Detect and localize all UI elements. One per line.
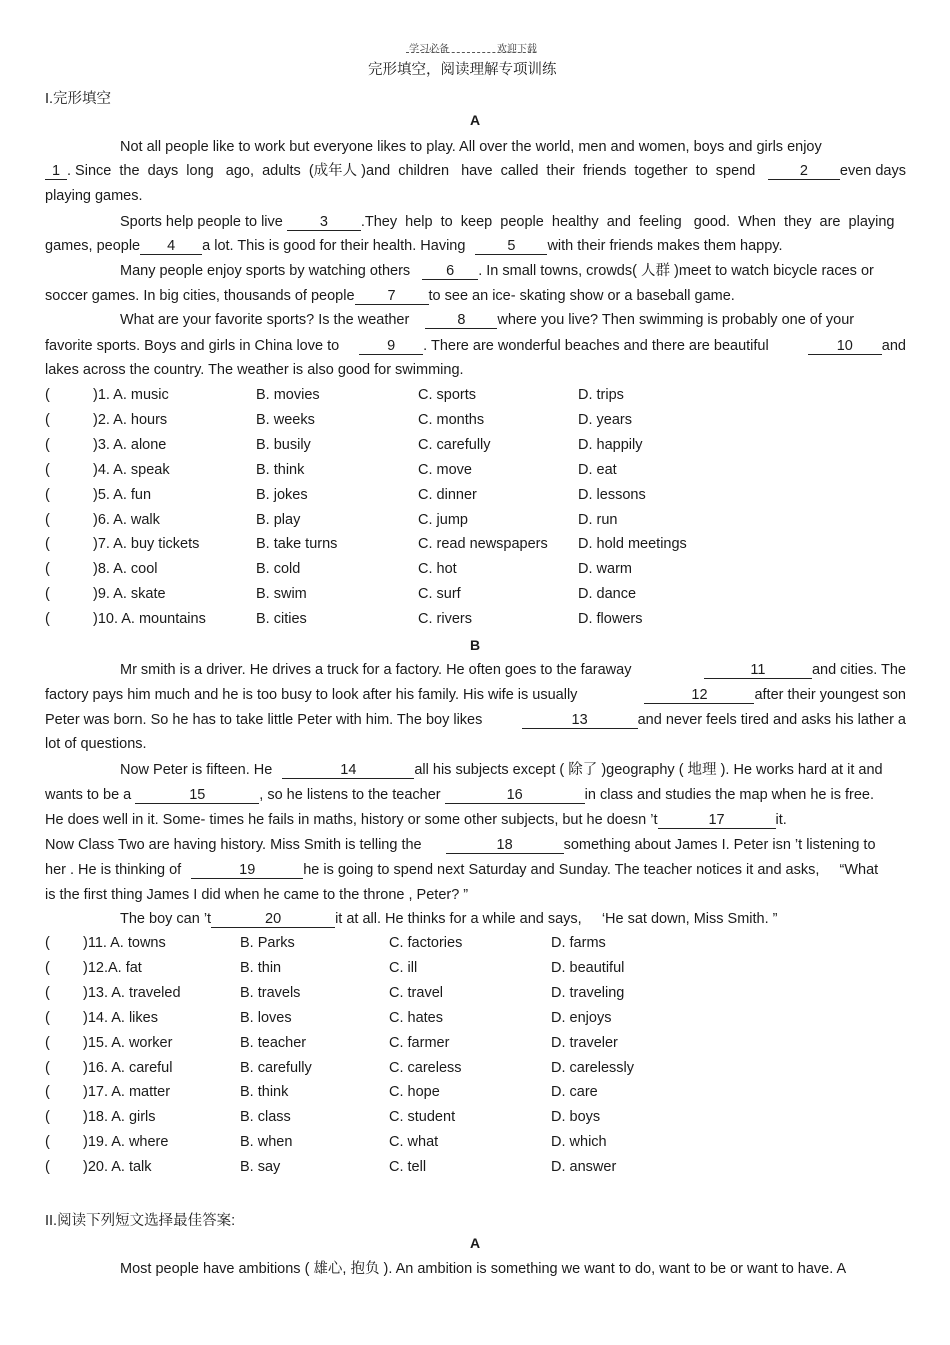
question-option-c: C. ill bbox=[389, 959, 418, 976]
text: a lot. This is good for their health. Having bbox=[202, 238, 466, 254]
answer-paren: ( bbox=[45, 536, 50, 553]
passage-a-p4-line3: lakes across the country. The weather is also good for swimming. bbox=[45, 362, 464, 378]
text: it at all. He thinks for a while and says, ‘He sat down, Miss Smith. ” bbox=[335, 911, 778, 927]
blank-7: 7 bbox=[355, 289, 429, 305]
header-divider bbox=[406, 52, 536, 53]
text: games, people bbox=[45, 238, 141, 254]
question-option-c: C. travel bbox=[389, 984, 443, 1001]
answer-paren: ( bbox=[45, 1009, 50, 1026]
text: after their youngest son bbox=[754, 687, 906, 703]
question-option-b: B. Parks bbox=[240, 935, 295, 951]
blank-18: 18 bbox=[446, 838, 564, 854]
text: . There are wonderful beaches and there are beautiful bbox=[423, 338, 769, 354]
question-option-b: B. carefully bbox=[240, 1059, 312, 1076]
answer-paren: ( bbox=[45, 1059, 50, 1076]
question-option-b: B. thin bbox=[240, 959, 282, 976]
text: and bbox=[881, 338, 906, 354]
question-option-c: C. move bbox=[418, 461, 472, 478]
question-option-b: B. teacher bbox=[240, 1034, 307, 1051]
passage-b-p2-line1 bbox=[120, 761, 883, 779]
text: Sports help people to live bbox=[120, 214, 283, 230]
text: he is going to spend next Saturday and Sunday. The teacher notices it and asks, “What bbox=[303, 862, 879, 878]
question-option-a: )17. A. matter bbox=[83, 1084, 171, 1101]
blank-4: 4 bbox=[140, 239, 202, 255]
blank-6: 6 bbox=[422, 264, 478, 280]
passage-b-p2-line3 bbox=[45, 811, 787, 829]
question-option-c: C. months bbox=[418, 411, 485, 428]
text: and cities. The bbox=[811, 662, 906, 678]
answer-paren: ( bbox=[45, 486, 50, 503]
question-option-b: B. think bbox=[256, 461, 305, 478]
question-option-c: C. hot bbox=[418, 561, 457, 578]
question-option-d: D. answer bbox=[551, 1159, 617, 1176]
question-option-c: C. jump bbox=[418, 511, 468, 528]
answer-paren: ( bbox=[45, 984, 50, 1001]
blank-9: 9 bbox=[359, 339, 423, 355]
question-option-d: D. farms bbox=[551, 935, 606, 951]
question-option-d: D. carelessly bbox=[551, 1059, 634, 1076]
question-option-b: B. jokes bbox=[256, 486, 308, 503]
question-option-b: B. cold bbox=[256, 561, 301, 578]
question-option-d: D. dance bbox=[578, 586, 637, 603]
passage-a-p2-line1 bbox=[120, 213, 906, 231]
question-option-b: B. busily bbox=[256, 436, 311, 453]
question-option-a: )15. A. worker bbox=[83, 1034, 173, 1051]
text: something about James I. Peter isn ’t listening to bbox=[563, 837, 876, 853]
passage-a-label: A bbox=[469, 112, 481, 128]
question-option-a: )3. A. alone bbox=[93, 436, 167, 453]
blank-13: 13 bbox=[522, 713, 638, 729]
text: , so he listens to the teacher bbox=[259, 787, 441, 803]
question-option-d: D. flowers bbox=[578, 611, 643, 628]
question-option-c: C. farmer bbox=[389, 1034, 450, 1051]
question-option-a: )9. A. skate bbox=[93, 586, 166, 603]
passage-a-p3-line2 bbox=[45, 287, 735, 305]
blank-11: 11 bbox=[704, 663, 812, 679]
blank-10: 10 bbox=[808, 339, 882, 355]
question-option-b: B. when bbox=[240, 1134, 293, 1151]
question-option-a: )16. A. careful bbox=[83, 1059, 173, 1076]
text: wants to be a bbox=[45, 787, 132, 803]
answer-paren: ( bbox=[45, 1109, 50, 1126]
header-left: 学习必备 bbox=[409, 44, 449, 55]
question-option-d: D. enjoys bbox=[551, 1009, 612, 1026]
question-option-b: B. loves bbox=[240, 1009, 292, 1026]
question-option-c: C. rivers bbox=[418, 611, 472, 628]
question-option-c: C. factories bbox=[389, 935, 463, 951]
question-option-b: B. class bbox=[240, 1109, 291, 1126]
blank-16: 16 bbox=[445, 788, 585, 804]
question-option-c: C. student bbox=[389, 1109, 456, 1126]
passage-c-line1: Most people have ambitions ( 雄心, 抱负 ). An ambition is something we want to do, want to be or want to have. A bbox=[120, 1261, 847, 1277]
text: He does well in it. Some- times he fails in maths, history or some other subjects, but he doesn bbox=[45, 812, 647, 828]
blank-5: 5 bbox=[475, 239, 547, 255]
question-option-a: )20. A. talk bbox=[83, 1159, 152, 1176]
passage-a-p4-line2 bbox=[45, 337, 906, 355]
text: . Since the days long ago, adults (成年人 )and children have called their friends together to spend bbox=[67, 163, 756, 179]
question-option-b: B. cities bbox=[256, 611, 307, 628]
question-option-b: B. say bbox=[240, 1159, 281, 1176]
question-option-b: B. swim bbox=[256, 586, 307, 603]
text: .They help to keep people healthy and feeling good. When they are playing bbox=[360, 214, 895, 230]
blank-17: 17 bbox=[658, 813, 776, 829]
text: in class and studies the map when he is free. bbox=[584, 787, 875, 803]
question-option-d: D. happily bbox=[578, 436, 643, 453]
question-option-d: D. hold meetings bbox=[578, 536, 687, 553]
question-option-d: D. years bbox=[578, 411, 632, 428]
text: What are your favorite sports? Is the weather bbox=[120, 312, 410, 328]
question-option-a: )7. A. buy tickets bbox=[93, 536, 200, 553]
blank-14: 14 bbox=[282, 763, 414, 779]
answer-paren: ( bbox=[45, 511, 50, 528]
question-option-d: D. lessons bbox=[578, 486, 646, 503]
passage-a-p1-line1: Not all people like to work but everyone likes to play. All over the world, men and women, boys and girls enjoy bbox=[120, 139, 822, 155]
question-option-c: C. hates bbox=[389, 1009, 443, 1026]
passage-b-p2-line2 bbox=[45, 786, 874, 804]
blank-19: 19 bbox=[191, 863, 303, 879]
text: with their friends makes them happy. bbox=[547, 238, 783, 254]
question-option-a: )18. A. girls bbox=[83, 1109, 156, 1126]
passage-a-p2-line2 bbox=[45, 237, 783, 255]
blank-15: 15 bbox=[135, 788, 259, 804]
answer-paren: ( bbox=[45, 411, 50, 428]
question-option-c: C. surf bbox=[418, 586, 461, 603]
answer-paren: ( bbox=[45, 935, 50, 951]
text: factory pays him much and he is too busy to look after his family. His wife is usually bbox=[45, 687, 578, 703]
section-1-title: I.完形填空 bbox=[45, 91, 112, 107]
answer-paren: ( bbox=[45, 959, 50, 976]
text: her . He is thinking of bbox=[45, 862, 182, 878]
text: favorite sports. Boys and girls in China love to bbox=[45, 338, 340, 354]
question-option-d: D. eat bbox=[578, 461, 617, 478]
passage-b-p2-line6: is the first thing James I did when he came to the throne , Peter? ” bbox=[45, 887, 469, 903]
question-option-c: C. dinner bbox=[418, 486, 477, 503]
answer-paren: ( bbox=[45, 1034, 50, 1051]
answer-paren: ( bbox=[45, 561, 50, 578]
answer-paren: ( bbox=[45, 1084, 50, 1101]
question-option-a: )6. A. walk bbox=[93, 511, 160, 528]
text: ’t bbox=[650, 812, 658, 828]
blank-20: 20 bbox=[211, 912, 335, 928]
question-option-a: )11. A. towns bbox=[83, 935, 166, 951]
question-option-a: )19. A. where bbox=[83, 1134, 169, 1151]
text: Now Peter is fifteen. He bbox=[120, 762, 273, 778]
text: Many people enjoy sports by watching others bbox=[120, 263, 411, 279]
question-option-a: )8. A. cool bbox=[93, 561, 158, 578]
question-option-d: D. boys bbox=[551, 1109, 601, 1126]
question-option-c: C. tell bbox=[389, 1159, 427, 1176]
section-2-title: II.阅读下列短文选择最佳答案: bbox=[45, 1213, 236, 1229]
question-option-b: B. weeks bbox=[256, 411, 315, 428]
document-title: 完形填空，阅读理解专项训练 bbox=[368, 62, 557, 78]
question-option-b: B. take turns bbox=[256, 536, 338, 553]
question-option-c: C. what bbox=[389, 1134, 439, 1151]
text: soccer games. In big cities, thousands of people bbox=[45, 288, 355, 304]
passage-a-p4-line1 bbox=[120, 311, 854, 329]
passage-b-p2-line5 bbox=[45, 861, 906, 879]
passage-b-p1-line2 bbox=[45, 686, 906, 704]
question-option-a: )14. A. likes bbox=[83, 1009, 158, 1026]
question-option-d: D. beautiful bbox=[551, 959, 625, 976]
question-option-d: D. care bbox=[551, 1084, 598, 1101]
text: all his subjects except ( 除了 )geography ( 地理 ). He works hard at it and bbox=[414, 762, 883, 778]
question-option-b: B. play bbox=[256, 511, 301, 528]
question-option-d: D. which bbox=[551, 1134, 607, 1151]
answer-paren: ( bbox=[45, 1159, 50, 1176]
text: . In small towns, crowds( 人群 )meet to watch bicycle races or bbox=[478, 263, 874, 279]
text: Now Class Two are having history. Miss Smith is telling the bbox=[45, 837, 422, 853]
text: The boy can ’t bbox=[120, 911, 212, 927]
answer-paren: ( bbox=[45, 387, 50, 403]
question-option-c: C. carefully bbox=[418, 436, 491, 453]
question-option-b: B. movies bbox=[256, 387, 320, 403]
passage-b-p2-line4 bbox=[45, 836, 906, 854]
question-option-a: )1. A. music bbox=[93, 387, 169, 403]
question-option-a: )12.A. fat bbox=[83, 959, 142, 976]
question-option-a: )4. A. speak bbox=[93, 461, 170, 478]
question-option-a: )2. A. hours bbox=[93, 411, 168, 428]
blank-8: 8 bbox=[425, 313, 497, 329]
text: it. bbox=[775, 812, 787, 828]
question-option-d: D. traveling bbox=[551, 984, 625, 1001]
passage-b-p1-line1 bbox=[120, 661, 906, 679]
text: Mr smith is a driver. He drives a truck for a factory. He often goes to the faraway bbox=[120, 662, 632, 678]
passage-b-p1-line3 bbox=[45, 711, 906, 729]
question-option-c: C. sports bbox=[418, 387, 477, 403]
blank-2: 2 bbox=[768, 164, 840, 180]
text: and never feels tired and asks his lather a bbox=[637, 712, 906, 728]
passage-b-label: B bbox=[469, 637, 481, 653]
question-option-d: D. traveler bbox=[551, 1034, 618, 1051]
question-option-b: B. think bbox=[240, 1084, 289, 1101]
passage-b-p3-line1 bbox=[120, 910, 778, 928]
passage-b-p1-line4: lot of questions. bbox=[45, 736, 147, 752]
text: where you live? Then swimming is probably one of your bbox=[497, 312, 855, 328]
question-option-a: )13. A. traveled bbox=[83, 984, 181, 1001]
question-option-c: C. careless bbox=[389, 1059, 462, 1076]
answer-paren: ( bbox=[45, 611, 50, 628]
header-right: 欢迎下载 bbox=[497, 44, 537, 55]
question-option-b: B. travels bbox=[240, 984, 301, 1001]
text: to see an ice- skating show or a baseball game. bbox=[428, 288, 735, 304]
blank-1: 1 bbox=[45, 164, 67, 180]
question-option-c: C. hope bbox=[389, 1084, 440, 1101]
question-option-d: D. warm bbox=[578, 561, 632, 578]
answer-paren: ( bbox=[45, 461, 50, 478]
question-option-c: C. read newspapers bbox=[418, 536, 548, 553]
passage-c-label: A bbox=[469, 1235, 481, 1251]
answer-paren: ( bbox=[45, 586, 50, 603]
blank-3: 3 bbox=[287, 215, 361, 231]
passage-a-p1-line3: playing games. bbox=[45, 188, 143, 204]
question-option-d: D. trips bbox=[578, 387, 624, 403]
passage-a-p3-line1 bbox=[120, 262, 874, 280]
blank-12: 12 bbox=[644, 688, 754, 704]
question-option-a: )10. A. mountains bbox=[93, 611, 206, 628]
answer-paren: ( bbox=[45, 1134, 50, 1151]
text: Peter was born. So he has to take little Peter with him. The boy likes bbox=[45, 712, 483, 728]
answer-paren: ( bbox=[45, 436, 50, 453]
question-option-a: )5. A. fun bbox=[93, 486, 152, 503]
question-option-d: D. run bbox=[578, 511, 618, 528]
text: even days bbox=[839, 163, 906, 179]
passage-a-p1-line2 bbox=[45, 162, 906, 180]
